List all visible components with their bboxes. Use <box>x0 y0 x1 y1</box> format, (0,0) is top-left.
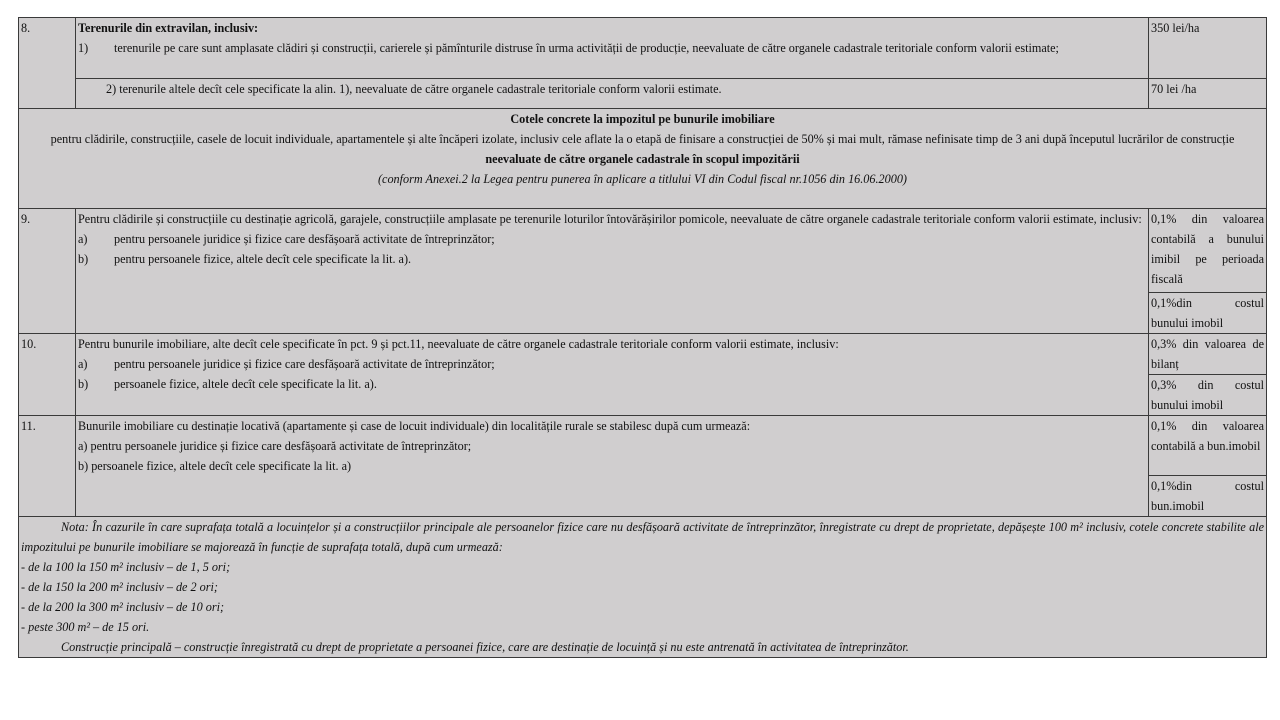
row-description <box>76 18 1149 79</box>
rate-value: 70 lei /ha <box>1149 79 1267 109</box>
rate-value: 0,3% din valoarea de bilanț <box>1149 334 1267 375</box>
list-item <box>78 374 1146 394</box>
list-text: pentru persoanele fizice, altele decît cele specificate la lit. a). <box>114 252 412 266</box>
section-qualifier: neevaluate de către organele cadastrale în scopul impozitării <box>485 152 800 166</box>
note-item: - de la 200 la 300 m² inclusiv – de 10 ori; <box>21 600 225 614</box>
list-text: persoanele fizice, altele decît cele specificate la lit. a). <box>114 377 377 391</box>
row-title: Terenurile din extravilan, inclusiv: <box>78 21 259 35</box>
row-number: 10. <box>19 334 76 416</box>
list-marker: a) <box>78 357 88 371</box>
section-subtitle: pentru clădirile, construcțiile, casele de locuit individuale, apartamentele și alte încăperi izolate, inclusiv cele aflate la o etapă de finisare a construcției de 50% și mai mult, rămase nefinisate timp de 3 ani după începutul lucrărilor de construcție <box>50 132 1235 146</box>
list-marker: a) <box>78 232 88 246</box>
note-item: - de la 150 la 200 m² inclusiv – de 2 ori; <box>21 580 218 594</box>
table-row-11 <box>19 416 1267 476</box>
row-description <box>76 416 1149 517</box>
section-header <box>19 109 1267 209</box>
table-row-10 <box>19 334 1267 375</box>
section-header-row <box>19 109 1267 209</box>
rate-value: 0,1% din valoarea contabilă a bun.imobil <box>1149 416 1267 476</box>
row-description <box>76 209 1149 334</box>
list-text: pentru persoanele juridice și fizice care desfășoară activitate de întreprinzător; <box>114 232 495 246</box>
row-number: 8. <box>19 18 76 109</box>
row-description: 2) terenurile altele decît cele specificate la alin. 1), neevaluate de către organele cadastrale teritoriale conform valorii estimate. <box>76 79 1149 109</box>
list-marker: 1) <box>78 41 89 55</box>
row-intro: Pentru bunurile imobiliare, alte decît cele specificate în pct. 9 și pct.11, neevaluate de către organele cadastrale teritoriale conform valorii estimate, inclusiv: <box>78 337 839 351</box>
list-item <box>78 249 1146 269</box>
list-item <box>78 354 1146 374</box>
list-text: pentru persoanele juridice și fizice care desfășoară activitate de întreprinzător; <box>114 357 495 371</box>
note-item: - peste 300 m² – de 15 ori. <box>21 620 150 634</box>
list-item <box>78 229 1146 249</box>
table-row-8 <box>19 18 1267 79</box>
note-definition: Construcție principală – construcție înregistrată cu drept de proprietate a persoanei fizice, care are destinație de locuință și nu este antrenată în activitatea de întreprinzător. <box>61 640 909 654</box>
table-row-8-sub <box>19 79 1267 109</box>
rate-value: 0,1% din valoarea contabilă a bunului imibil pe perioada fiscală <box>1149 209 1267 293</box>
list-marker: b) <box>78 252 89 266</box>
list-text: terenurile pe care sunt amplasate clădiri și construcții, carierele și pămînturile distruse în urma activității de producție, neevaluate de către organele cadastrale teritoriale conform valorii estimate; <box>114 41 1059 55</box>
list-item <box>78 38 1146 58</box>
section-reference: (conform Anexei.2 la Legea pentru punerea în aplicare a titlului VI din Codul fiscal nr.1056 din 16.06.2000) <box>378 172 907 186</box>
row-intro: Bunurile imobiliare cu destinație locativă (apartamente și case de locuit individuale) din localitățile rurale se stabilesc după cum urmează: <box>78 419 751 433</box>
rate-value: 0,1%din costul bunului imobil <box>1149 293 1267 334</box>
rate-value: 0,1%din costul bun.imobil <box>1149 476 1267 517</box>
rate-value: 0,3% din costul bunului imobil <box>1149 375 1267 416</box>
note-row <box>19 517 1267 658</box>
note <box>19 517 1267 658</box>
table-row-9 <box>19 209 1267 293</box>
tax-rates-table <box>18 17 1267 658</box>
section-title: Cotele concrete la impozitul pe bunurile imobiliare <box>510 112 775 126</box>
row-number: 11. <box>19 416 76 517</box>
rate-value: 350 lei/ha <box>1149 18 1267 79</box>
list-marker: b) <box>78 377 89 391</box>
note-paragraph: Nota: În cazurile în care suprafața totală a locuințelor și a construcțiilor principale ale persoanelor fizice care nu desfășoară activitate de întreprinzător, înregistrate cu drept de proprietate, depășește 100 m² inclusiv, cotele concrete stabilite ale impozitului pe bunurile imobiliare se majorează în funcție de suprafața totală, după cum urmează: <box>21 520 1264 554</box>
list-item: a) pentru persoanele juridice și fizice care desfășoară activitate de întreprinzător; <box>78 439 472 453</box>
row-description <box>76 334 1149 416</box>
note-item: - de la 100 la 150 m² inclusiv – de 1, 5 ori; <box>21 560 231 574</box>
row-intro: Pentru clădirile și construcțiile cu destinație agricolă, garajele, construcțiile amplasate pe terenurile loturilor întovărășirilor pomicole, neevaluate de către organele cadastrale teritoriale conform valorii estimate, inclusiv: <box>78 212 1142 226</box>
list-item: b) persoanele fizice, altele decît cele specificate la lit. a) <box>78 459 352 473</box>
row-number: 9. <box>19 209 76 334</box>
